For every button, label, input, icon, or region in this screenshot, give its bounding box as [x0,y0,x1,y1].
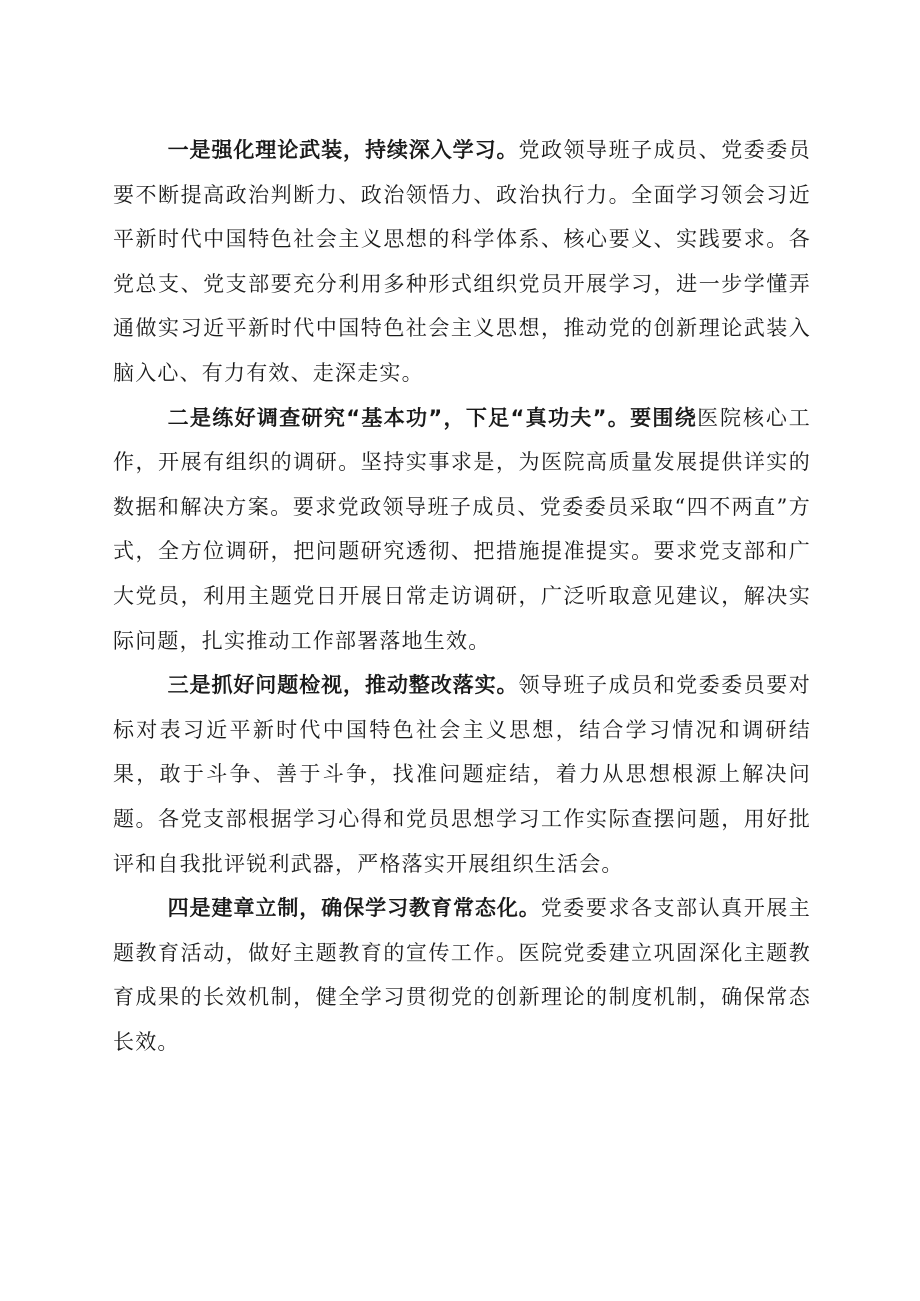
paragraph-3 [113,663,811,886]
paragraph-2 [113,396,811,664]
paragraph-3-body: 领导班子成员和党委委员要对标对表习近平新时代中国特色社会主义思想，结合学习情况和调研结果，敢于斗争、善于斗争，找准问题症结，着力从思想根源上解决问题。各党支部根据学习心得和党员思想学习工作实际查摆问题，用好批评和自我批评锐利武器，严格落实开展组织生活会。 [113,673,811,876]
paragraph-4 [113,886,811,1064]
document-body [113,128,811,1064]
paragraph-1-body: 党政领导班子成员、党委委员要不断提高政治判断力、政治领悟力、政治执行力。全面学习领会习近平新时代中国特色社会主义思想的科学体系、核心要义、实践要求。各党总支、党支部要充分利用多种形式组织党员开展学习，进一步学懂弄通做实习近平新时代中国特色社会主义思想，推动党的创新理论武装入脑入心、有力有效、走深走实。 [113,138,811,385]
paragraph-1 [113,128,811,396]
paragraph-4-body: 党委要求各支部认真开展主题教育活动，做好主题教育的宣传工作。医院党委建立巩固深化主题教育成果的长效机制，健全学习贯彻党的创新理论的制度机制，确保常态长效。 [113,896,811,1054]
paragraph-4-lead: 四是建章立制，确保学习教育常态化。 [167,896,541,921]
paragraph-2-lead: 二是练好调查研究“基本功”，下足“真功夫”。要围绕 [167,405,698,430]
paragraph-3-lead: 三是抓好问题检视，推动整改落实。 [167,673,519,698]
paragraph-1-lead: 一是强化理论武装，持续深入学习。 [167,138,519,162]
paragraph-2-body: 医院核心工作，开展有组织的调研。坚持实事求是，为医院高质量发展提供详实的数据和解决方案。要求党政领导班子成员、党委委员采取“四不两直”方式，全方位调研，把问题研究透彻、把措施提准提实。要求党支部和广大党员，利用主题党日开展日常走访调研，广泛听取意见建议，解决实际问题，扎实推动工作部署落地生效。 [113,405,812,653]
